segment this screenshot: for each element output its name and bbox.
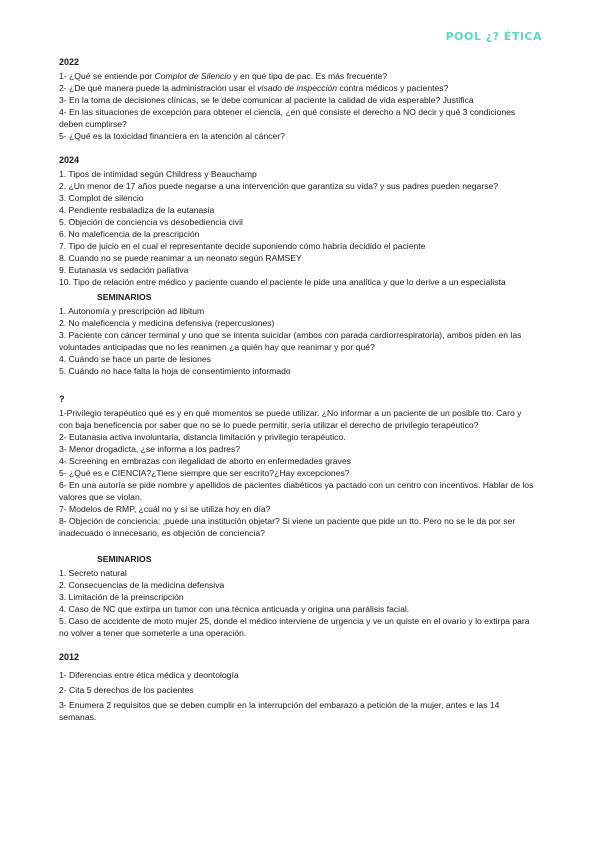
section-year: 2024 xyxy=(59,155,80,165)
question-item: 8- Objeción de conciencia: ,puede una institución objetar? Si viene un paciente que pide un tto. Pero no se le da por ser inadecuado o innecesario, es objeción de conciencia? xyxy=(59,516,516,538)
question-item: 2- ¿De qué manera puede la administración usar el visado de inspección contra médicos y pacientes? xyxy=(59,83,449,93)
question-item: 2- Cita 5 derechos de los pacientes xyxy=(59,685,194,695)
seminar-item: 3. Limitación de la preinscripción xyxy=(59,592,184,602)
question-item: 3- Enumera 2 requisitos que se deben cumplir en la interrupción del embarazo a petición de la mujer, antes e las 14 semanas. xyxy=(59,700,500,722)
question-item: 4. Pendiente resbaladiza de la eutanasia xyxy=(59,205,215,215)
seminar-item: 2. Consecuencias de la medicina defensiva xyxy=(59,580,225,590)
seminar-item: 1. Secreto natural xyxy=(59,568,127,578)
document-body xyxy=(59,56,535,735)
seminar-item: 4. Cuándo se hace un parte de lesiones xyxy=(59,354,211,364)
question-item: 8. Cuando no se puede reanimar a un neonato según RAMSEY xyxy=(59,253,302,263)
seminar-item: 4. Caso de NC que extirpa un tumor con una técnica anticuada y origina una parálisis facial. xyxy=(59,604,410,614)
question-item: 4- En las situaciones de excepción para obtener el ciencia, ¿en qué consiste el derecho a NO decir y qué 3 condiciones deben cumplirse? xyxy=(59,107,516,129)
question-item: 5- ¿Qué es la toxicidad financiera en la atención al cáncer? xyxy=(59,131,285,141)
question-item: 7. Tipo de juicio en el cual el representante decide suponiendo cómo habría decidido el paciente xyxy=(59,241,426,251)
question-item: 10. Tipo de relación entre médico y paciente cuando el paciente le pide una analítica y que lo derive a un especialista xyxy=(59,277,506,287)
seminar-item: 3. Paciente con cáncer terminal y uno que se intenta suicidar (ambos con parada cardiorrespiratoria), ambos piden en las voluntades anticipadas que no les reanimen ¿a quién hay que reanimar y por qué? xyxy=(59,330,522,352)
seminar-item: 1. Autonomía y prescripción ad libitum xyxy=(59,306,205,316)
question-item: 3- Menor drogadicta, ¿se informa a los padres? xyxy=(59,444,241,454)
question-item: 9. Eutanasia vs sedación paliativa xyxy=(59,265,189,275)
question-item: 1. Tipos de intimidad según Childress y Beauchamp xyxy=(59,169,257,179)
question-item: 6- En una autoría se pide nombre y apellidos de pacientes diabéticos ya pactado con un centro con incentivos. Hablar de los valores que se violan. xyxy=(59,480,534,502)
seminar-item: 5. Cuándo no hace falta la hoja de consentimiento informado xyxy=(59,366,291,376)
question-item: 2- Eutanasia activa involuntaria, distancia limitación y privilegio terapéutico. xyxy=(59,432,346,442)
question-item: 1-Privilegio terapéutico qué es y en qué momentos se puede utilizar. ¿No informar a un paciente de un posible tto. Caro y con baja beneficencia por saber que no se lo puede permitir, sería utilizar el derecho de privilegio terapéutico? xyxy=(59,408,522,430)
question-item: 1- ¿Qué se entiende por Complot de Silencio y en qué tipo de pac. Es más frecuente? xyxy=(59,71,388,81)
seminar-item: 2. No maleficencia y medicina defensiva (repercusiones) xyxy=(59,318,275,328)
seminars-heading: SEMINARIOS xyxy=(97,292,152,302)
question-item: 5- ¿Qué es e CIENCIA?¿Tiene siempre que ser escrito?¿Hay excepciones? xyxy=(59,468,350,478)
exam-section xyxy=(59,56,535,142)
question-item: 3. Complot de silencio xyxy=(59,193,144,203)
question-item: 5. Objeción de conciencia vs desobediencia civil xyxy=(59,217,243,227)
section-year: 2022 xyxy=(59,57,80,67)
exam-section xyxy=(59,651,535,723)
seminar-item: 5. Caso de accidente de moto mujer 25, donde el médico interviene de urgencia y ve un quiste en el ovario y lo extirpa para no volver a tener que someterle a una operación. xyxy=(59,616,530,638)
exam-section xyxy=(59,154,535,377)
question-item: 7- Modelos de RMP, ¿cuál no y sí se utiliza hoy en día? xyxy=(59,504,271,514)
seminars-heading: SEMINARIOS xyxy=(97,554,152,564)
section-year: ? xyxy=(59,394,65,404)
question-item: 1- Diferencias entre ética médica y deontología xyxy=(59,670,239,680)
exam-section xyxy=(59,393,535,639)
brand-title: POOL ¿? ÉTICA xyxy=(445,30,542,43)
question-item: 3- En la toma de decisiones clínicas, se le debe comunicar al paciente la calidad de vida esperable? Justifica xyxy=(59,95,474,105)
section-year: 2012 xyxy=(59,652,80,662)
question-item: 6. No maleficencia de la prescripción xyxy=(59,229,200,239)
question-item: 4- Screening en embrazas con ilegalidad de aborto en enfermedades graves xyxy=(59,456,351,466)
question-item: 2. ¿Un menor de 17 años puede negarse a una intervención que garantiza su vida? y sus padres pueden negarse? xyxy=(59,181,499,191)
